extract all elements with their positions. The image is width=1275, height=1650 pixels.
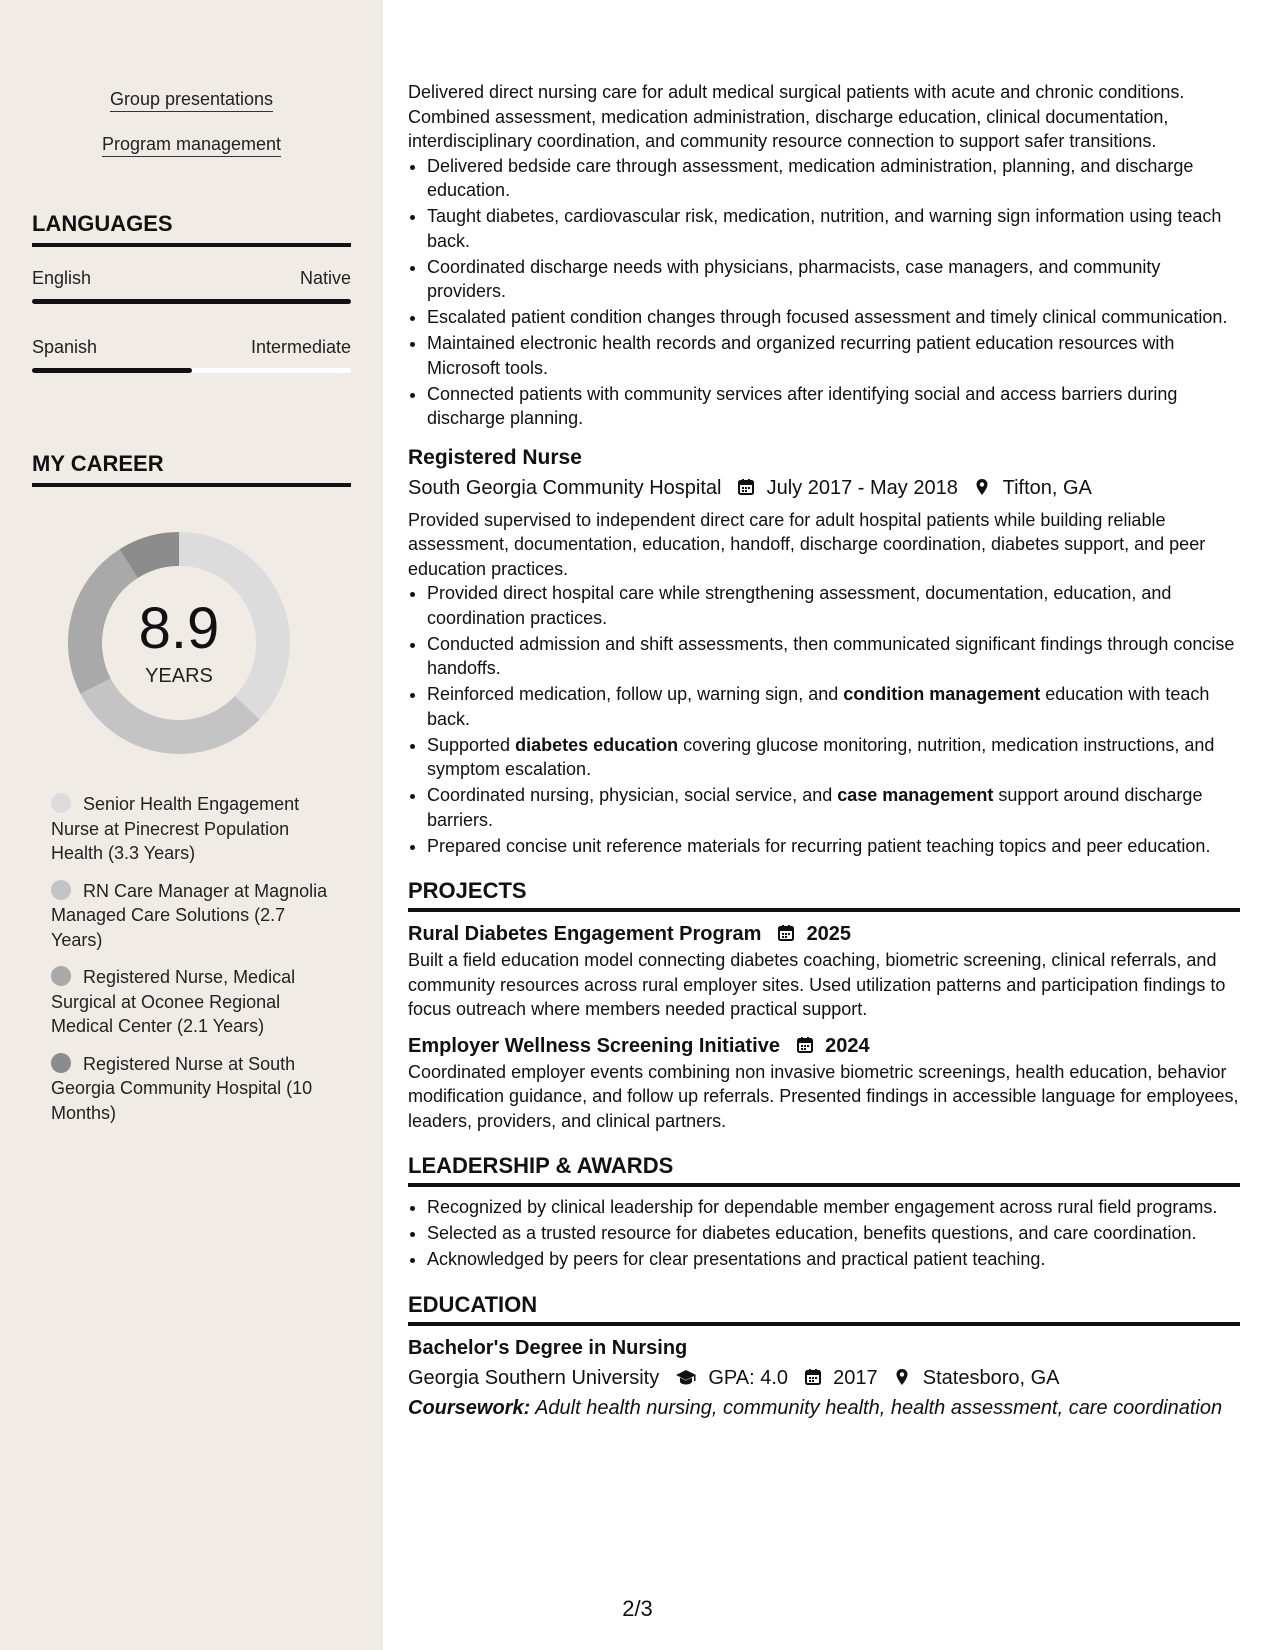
job-dates: July 2017 - May 2018 bbox=[766, 476, 958, 499]
calendar-icon bbox=[796, 1036, 814, 1054]
bullet-text: covering glucose monitoring, nutrition, medication instructions, and symptom escalation. bbox=[427, 734, 1215, 779]
bullet-item: • Delivered bedside care through assessment, medication administration, planning, and discharge education. bbox=[427, 154, 1240, 203]
award-item: • Selected as a trusted resource for diabetes education, benefits questions, and care coordination. bbox=[427, 1221, 1240, 1246]
bullet-keyword: diabetes education bbox=[515, 734, 679, 755]
job-bullets bbox=[408, 581, 1240, 858]
job-location: Tifton, GA bbox=[1002, 476, 1092, 499]
job-title: Registered Nurse bbox=[408, 445, 582, 469]
projects-heading: PROJECTS bbox=[408, 876, 1240, 912]
project-title: Rural Diabetes Engagement Program bbox=[408, 923, 762, 945]
career-heading: MY CAREER bbox=[32, 451, 351, 487]
bullet-item: • Taught diabetes, cardiovascular risk, medication, nutrition, and warning sign information using teach back. bbox=[427, 204, 1240, 253]
coursework-label: Coursework: bbox=[408, 1396, 531, 1419]
donut-segment bbox=[85, 564, 129, 687]
legend-label: Registered Nurse at South Georgia Community Hospital (10 Months) bbox=[51, 1053, 313, 1123]
calendar-icon bbox=[737, 478, 755, 496]
bullet-item: • Escalated patient condition changes through focused assessment and timely clinical communication. bbox=[427, 305, 1240, 330]
language-bar bbox=[32, 299, 351, 304]
legend-dot bbox=[51, 793, 71, 813]
project-year: 2025 bbox=[806, 923, 852, 945]
language-row bbox=[32, 337, 351, 358]
language-level: Native bbox=[299, 268, 351, 288]
calendar-icon bbox=[804, 1368, 822, 1386]
language-level: Intermediate bbox=[250, 337, 351, 357]
job-summary: Provided supervised to independent direct care for adult hospital patients while building reliable assessment, documentation, education, handoff, discharge coordination, diabetes support, and peer education practices. bbox=[408, 509, 1206, 579]
legend-dot bbox=[51, 880, 71, 900]
bullet-text: Reinforced medication, follow up, warning sign, and bbox=[427, 684, 844, 704]
main-content bbox=[408, 80, 1240, 1422]
bullet-text: support around discharge barriers. bbox=[427, 785, 1203, 830]
job-meta bbox=[408, 474, 1240, 502]
degree-title: Bachelor's Degree in Nursing bbox=[408, 1336, 688, 1359]
location-pin-icon bbox=[893, 1368, 911, 1386]
career-total-years: 8.9 bbox=[138, 596, 220, 661]
experience-bullets bbox=[408, 154, 1240, 431]
bullet-item: • Coordinated discharge needs with physicians, pharmacists, case managers, and community providers. bbox=[427, 255, 1240, 304]
donut-segment bbox=[95, 686, 247, 737]
bullet-item: • Prepared concise unit reference materials for recurring patient teaching topics and peer education. bbox=[427, 834, 1240, 859]
project-year: 2024 bbox=[825, 1034, 870, 1057]
education-meta bbox=[408, 1364, 1240, 1392]
donut-segment bbox=[129, 549, 179, 564]
bullet-item: • Maintained electronic health records and organized recurring patient education resources with Microsoft tools. bbox=[427, 331, 1240, 380]
language-bar-fill bbox=[32, 368, 192, 373]
school-name: Georgia Southern University bbox=[408, 1366, 660, 1389]
career-legend bbox=[51, 792, 341, 1138]
sidebar bbox=[0, 0, 383, 1650]
language-name: English bbox=[32, 268, 92, 288]
career-total-unit: YEARS bbox=[145, 665, 213, 687]
skill-label: Group presentations bbox=[110, 89, 273, 112]
page-number: 2/3 bbox=[622, 1596, 653, 1621]
bullet-item bbox=[427, 783, 1240, 832]
experience-summary: Delivered direct nursing care for adult medical surgical patients with acute and chronic conditions. Combined assessment, medication administration, discharge education, clinical documentation, interdisciplinary coordination, and community resource connection to support safer transitions. bbox=[408, 82, 1185, 151]
gpa: GPA: 4.0 bbox=[708, 1366, 789, 1389]
calendar-icon bbox=[777, 924, 795, 942]
language-bar-fill bbox=[32, 299, 351, 304]
legend-label: RN Care Manager at Magnolia Managed Care Solutions (2.7 Years) bbox=[51, 880, 328, 950]
bullet-item: • Provided direct hospital care while strengthening assessment, documentation, education, and coordination practices. bbox=[427, 581, 1240, 630]
legend-label: Registered Nurse, Medical Surgical at Oconee Regional Medical Center (2.1 Years) bbox=[51, 967, 296, 1036]
career-legend-item bbox=[51, 792, 341, 866]
bullet-item: • Connected patients with community services after identifying social and access barriers during discharge planning. bbox=[427, 382, 1240, 431]
skill-item bbox=[0, 89, 383, 110]
awards-heading: LEADERSHIP & AWARDS bbox=[408, 1151, 1240, 1187]
legend-dot bbox=[51, 966, 71, 986]
project-description: Coordinated employer events combining non invasive biometric screenings, health education, behavior modification guidance, and follow up referrals. Presented findings in accessible language for employees, leaders, providers, and clinical partners. bbox=[408, 1061, 1239, 1131]
language-row bbox=[32, 268, 351, 289]
education-heading: EDUCATION bbox=[408, 1290, 1240, 1326]
graduation-cap-icon bbox=[675, 1368, 697, 1386]
award-item: • Acknowledged by peers for clear presentations and practical patient teaching. bbox=[427, 1247, 1240, 1272]
legend-label: Senior Health Engagement Nurse at Pinecrest Population Health (3.3 Years) bbox=[51, 794, 300, 863]
bullet-keyword: case management bbox=[837, 785, 994, 805]
skill-label: Program management bbox=[102, 134, 281, 157]
bullet-text: education with teach back. bbox=[427, 684, 1210, 729]
legend-dot bbox=[51, 1053, 71, 1073]
language-bar bbox=[32, 368, 351, 373]
bullet-item: • Conducted admission and shift assessments, then communicated significant findings through concise handoffs. bbox=[427, 632, 1240, 681]
award-item: • Recognized by clinical leadership for dependable member engagement across rural field programs. bbox=[427, 1195, 1240, 1220]
bullet-text: Supported bbox=[427, 734, 516, 755]
career-legend-item bbox=[51, 879, 341, 953]
awards-list bbox=[408, 1195, 1240, 1272]
career-legend-item bbox=[51, 965, 341, 1039]
project-title: Employer Wellness Screening Initiative bbox=[408, 1034, 780, 1057]
languages-heading: LANGUAGES bbox=[32, 211, 351, 247]
coursework-list: Adult health nursing, community health, health assessment, care coordination bbox=[530, 1396, 1223, 1419]
location-pin-icon bbox=[973, 478, 991, 496]
school-location: Statesboro, GA bbox=[922, 1366, 1060, 1389]
coursework bbox=[408, 1394, 1240, 1422]
graduation-year: 2017 bbox=[833, 1366, 878, 1389]
bullet-keyword: condition management bbox=[843, 684, 1041, 704]
job-employer: South Georgia Community Hospital bbox=[408, 476, 722, 499]
bullet-item bbox=[427, 682, 1240, 731]
skill-item bbox=[0, 134, 383, 155]
language-name: Spanish bbox=[32, 337, 98, 357]
bullet-text: Coordinated nursing, physician, social service, and bbox=[427, 785, 838, 805]
career-legend-item bbox=[51, 1052, 341, 1126]
project-title-row bbox=[408, 920, 1240, 948]
bullet-item bbox=[427, 733, 1240, 782]
project-title-row bbox=[408, 1032, 1240, 1060]
project-description: Built a field education model connecting diabetes coaching, biometric screening, clinical referrals, and community resources across rural employer sites. Used utilization patterns and participation findings to focus outreach where members needed practical support. bbox=[408, 950, 1226, 1019]
